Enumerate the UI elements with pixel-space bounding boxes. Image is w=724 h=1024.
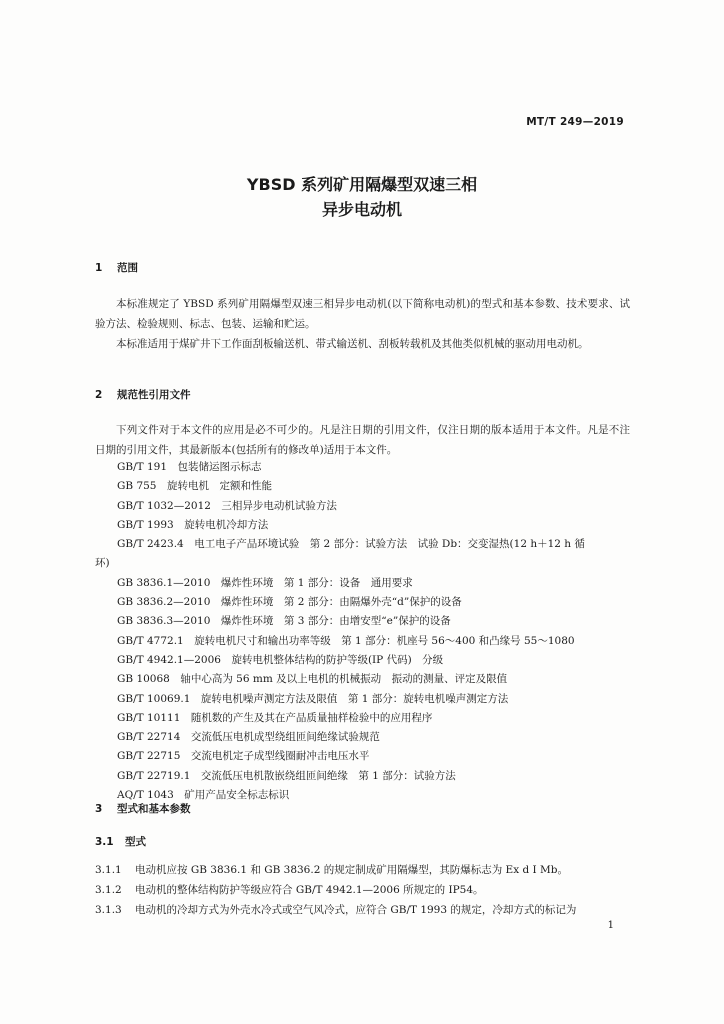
section-2-heading: [95, 387, 191, 402]
subsection-3-1-title: 型式: [125, 836, 146, 848]
title-line-2: 异步电动机: [321, 200, 402, 219]
reference-item: GB/T 10111 随机数的产生及其在产品质量抽样检验中的应用程序: [117, 711, 433, 724]
reference-item: AQ/T 1043 矿用产品安全标志标识: [117, 789, 290, 802]
clause-text: 电动机的冷却方式为外壳水冷式或空气风冷式，应符合 GB/T 1993 的规定，冷却方式的标记为: [135, 904, 577, 916]
section-3-number: 3: [95, 803, 103, 815]
reference-item: GB/T 1993 旋转电机冷却方法: [117, 518, 269, 531]
references-intro: 下列文件对于本文件的应用是必不可少的。凡是注日期的引用文件，仅注日期的版本适用于本文件。凡是不注日期的引用文件，其最新版本(包括所有的修改单)适用于本文件。: [95, 424, 630, 456]
clause-number: 3.1.2: [95, 884, 122, 896]
clause-text: 电动机的整体结构防护等级应符合 GB/T 4942.1—2006 所规定的 IP54。: [135, 884, 484, 896]
clause-3-1-1: [95, 860, 630, 880]
reference-item: GB/T 191 包装储运图示标志: [117, 461, 262, 473]
reference-item: GB 3836.3—2010 爆炸性环境 第 3 部分：由增安型“e”保护的设备: [117, 615, 451, 628]
reference-item: GB/T 2423.4 电工电子产品环境试验 第 2 部分：试验方法 试验 Db：交变湿热(12 h＋12 h 循: [117, 538, 585, 551]
reference-item: GB/T 22719.1 交流低压电机散嵌绕组匝间绝缘 第 1 部分：试验方法: [117, 769, 456, 782]
reference-item: GB 3836.2—2010 爆炸性环境 第 2 部分：由隔爆外壳“d”保护的设备: [117, 596, 462, 609]
clause-3-1-3: [95, 900, 630, 920]
document-title: [0, 172, 724, 222]
title-line-1: YBSD 系列矿用隔爆型双速三相: [246, 175, 478, 194]
section-1-title: 范围: [117, 262, 138, 274]
reference-item: GB 10068 轴中心高为 56 mm 及以上电机的机械振动 振动的测量、评定及限值: [117, 673, 508, 686]
section-1-number: 1: [95, 262, 103, 274]
subsection-3-1-heading: [95, 834, 146, 849]
reference-item: GB/T 4772.1 旋转电机尺寸和输出功率等级 第 1 部分：机座号 56～400 和凸缘号 55～1080: [117, 634, 575, 647]
clause-number: 3.1.3: [95, 904, 122, 916]
clause-text: 电动机应按 GB 3836.1 和 GB 3836.2 的规定制成矿用隔爆型，其防爆标志为 Ex d Ⅰ Mb。: [135, 864, 568, 876]
reference-item: GB 3836.1—2010 爆炸性环境 第 1 部分：设备 通用要求: [117, 576, 413, 589]
section-3-title: 型式和基本参数: [117, 803, 191, 815]
section-2-number: 2: [95, 389, 103, 401]
reference-item: GB/T 1032—2012 三相异步电动机试验方法: [117, 499, 337, 512]
section-1-heading: [95, 260, 138, 275]
subsection-3-1-number: 3.1: [95, 836, 114, 848]
page-number: 1: [607, 920, 614, 931]
reference-item: GB/T 22715 交流电机定子成型线圈耐冲击电压水平: [117, 750, 370, 763]
clause-number: 3.1.1: [95, 864, 122, 876]
reference-item-continuation: 环): [95, 557, 110, 570]
reference-list: [95, 458, 632, 805]
section-2-title: 规范性引用文件: [117, 389, 191, 401]
reference-item: GB 755 旋转电机 定额和性能: [117, 480, 272, 493]
scope-paragraph-1: 本标准规定了 YBSD 系列矿用隔爆型双速三相异步电动机(以下简称电动机)的型式和基本参数、技术要求、试验方法、检验规则、标志、包装、运输和贮运。: [95, 298, 630, 330]
scope-paragraph-2: 本标准适用于煤矿井下工作面刮板输送机、带式输送机、刮板转载机及其他类似机械的驱动用电动机。: [116, 338, 589, 350]
clause-3-1-2: [95, 880, 630, 900]
reference-item: GB/T 22714 交流低压电机成型绕组匝间绝缘试验规范: [117, 731, 380, 744]
reference-item: GB/T 4942.1—2006 旋转电机整体结构的防护等级(IP 代码) 分级: [117, 653, 444, 666]
reference-item: GB/T 10069.1 旋转电机噪声测定方法及限值 第 1 部分：旋转电机噪声测定方法: [117, 692, 509, 705]
section-3-heading: [95, 801, 191, 816]
document-code: MT/T 249—2019: [526, 116, 624, 128]
